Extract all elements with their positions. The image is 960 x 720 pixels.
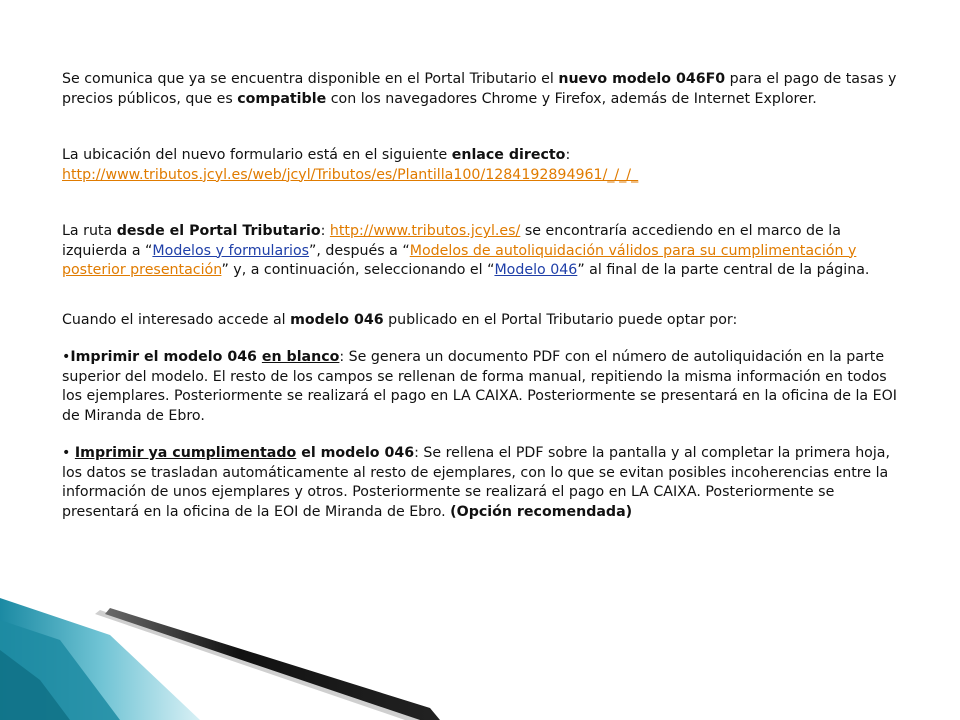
paragraph-announcement bbox=[62, 70, 902, 109]
bold-text: Imprimir el modelo 046 bbox=[70, 349, 262, 365]
text: La ubicación del nuevo formulario está en el siguiente bbox=[62, 147, 452, 163]
text: La ruta bbox=[62, 223, 117, 239]
option-blank-print bbox=[62, 348, 902, 426]
text: : Se genera un documento PDF con el número de autoliquidación en la parte superior del modelo. El resto de los campos se rellenan de forma manual, repitiendo la misma información en todos los ejemplares. Posteriormente se realizará el pago en LA CAIXA. Posteriormente se presentará en la oficina de la EOI de Miranda de Ebro. bbox=[62, 349, 897, 424]
decorative-swoosh bbox=[0, 580, 960, 720]
bullet-icon: • bbox=[62, 349, 71, 365]
text: ”, después a “ bbox=[309, 242, 410, 259]
direct-form-link[interactable]: http://www.tributos.jcyl.es/web/jcyl/Tributos/es/Plantilla100/1284192894961/_/_/_ bbox=[62, 166, 639, 183]
bullet-icon: • bbox=[62, 445, 71, 461]
bold-text: enlace directo bbox=[451, 147, 566, 163]
text: con los navegadores Chrome y Firefox, además de Internet Explorer. bbox=[326, 90, 817, 107]
text: : Se rellena el PDF sobre la pantalla y al completar la primera hoja, los datos se trasladan automáticamente al resto de ejemplares, con lo que se evitan posibles incoherencias entre la información de unos ejemplares y otros. Posteriormente se realizará el pago en LA CAIXA. Posteriormente se presentará en la oficina de la EOI de Miranda de Ebro. bbox=[62, 445, 891, 520]
recommended-label: (Opción recomendada) bbox=[450, 503, 633, 520]
document-body bbox=[62, 70, 902, 522]
paragraph-portal-route bbox=[62, 222, 902, 281]
bold-text: modelo 046 bbox=[290, 311, 384, 328]
modelos-autoliquidacion-link[interactable]: Modelos de autoliquidación válidos para su cumplimentación y posterior presentación bbox=[62, 242, 857, 278]
text: se encontraría accediendo en el marco de la izquierda a “ bbox=[62, 223, 841, 259]
text: Cuando el interesado accede al bbox=[62, 311, 291, 328]
paragraph-direct-link bbox=[62, 146, 902, 185]
bold-text: el modelo 046 bbox=[296, 445, 415, 461]
portal-link[interactable]: http://www.tributos.jcyl.es/ bbox=[329, 223, 521, 239]
text: ” al final de la parte central de la página. bbox=[577, 262, 870, 278]
paragraph-options-intro bbox=[62, 311, 902, 331]
text: : bbox=[565, 147, 571, 163]
bold-underlined-text: en blanco bbox=[261, 349, 340, 365]
text: : bbox=[320, 223, 330, 239]
text: Se comunica que ya se encuentra disponible en el Portal Tributario el bbox=[62, 71, 559, 87]
modelos-formularios-link[interactable]: Modelos y formularios bbox=[152, 242, 310, 259]
option-filled-print bbox=[62, 444, 902, 522]
bold-text: nuevo modelo 046F0 bbox=[558, 71, 726, 87]
modelo-046-link[interactable]: Modelo 046 bbox=[494, 262, 578, 278]
bold-text: desde el Portal Tributario bbox=[116, 223, 321, 239]
text: publicado en el Portal Tributario puede optar por: bbox=[383, 311, 738, 328]
bold-underlined-text: Imprimir ya cumplimentado bbox=[74, 445, 297, 461]
text: para el pago de tasas y precios públicos, que es bbox=[62, 71, 897, 107]
bold-text: compatible bbox=[237, 90, 327, 107]
text: ” y, a continuación, seleccionando el “ bbox=[221, 262, 495, 278]
